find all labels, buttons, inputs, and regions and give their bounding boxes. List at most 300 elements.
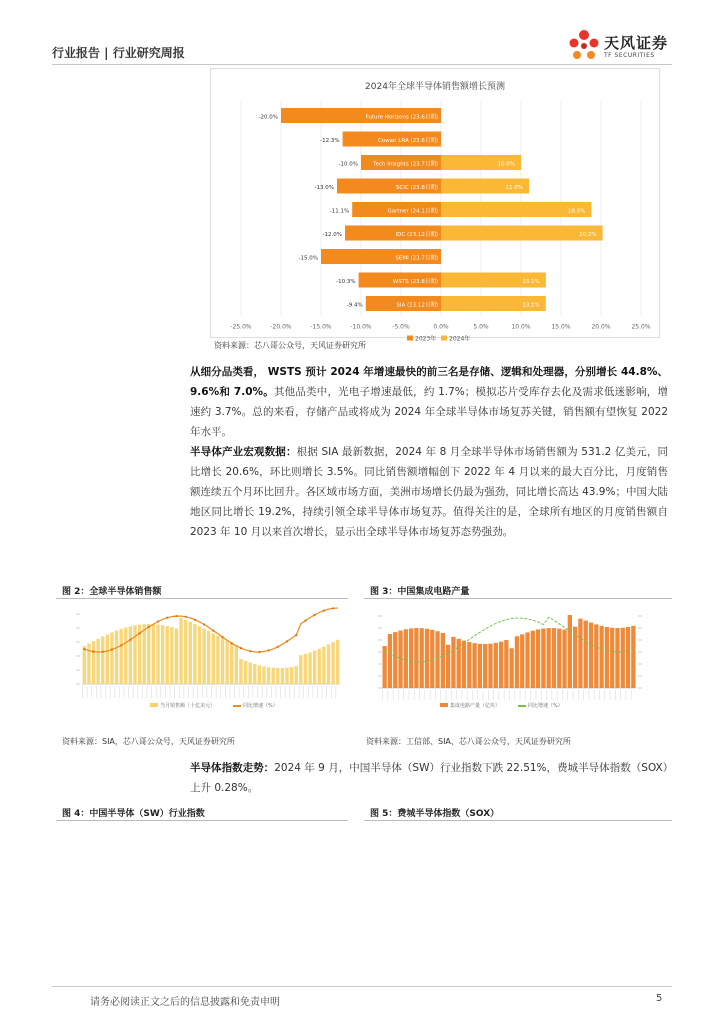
sales-bar [92, 641, 95, 684]
paragraph-bold-lead: 半导体产业宏观数据： [190, 446, 297, 458]
x-tick [202, 686, 203, 698]
x-tick [387, 690, 388, 700]
yoy-point [203, 623, 205, 625]
yoy-point [240, 647, 242, 649]
x-tick [156, 686, 157, 698]
x-tick [128, 686, 129, 698]
x-tick [435, 690, 436, 700]
sales-bar [267, 667, 270, 684]
figure2-source: 资料来源：SIA，芯八哥公众号，天风证券研究所 [62, 737, 235, 746]
sales-bar [142, 624, 145, 684]
yoy-point [295, 634, 297, 636]
sales-bar [322, 647, 325, 684]
x-tick [525, 690, 526, 700]
output-bar [552, 628, 556, 688]
sales-bar [276, 668, 279, 684]
x-tick [170, 686, 171, 698]
sales-bar [235, 645, 238, 684]
x-tick [626, 690, 627, 700]
legend-item-output: 集成电路产量（亿块） [440, 702, 500, 709]
x-tick [142, 686, 143, 698]
x-tick [536, 690, 537, 700]
x-tick [317, 686, 318, 698]
x-tick [151, 686, 152, 698]
x-tick [610, 690, 611, 700]
x-tick [253, 686, 254, 698]
sales-bar [87, 644, 90, 684]
output-bar [562, 630, 566, 688]
output-bar [478, 644, 482, 688]
output-bar [435, 631, 439, 688]
x-tick [552, 690, 553, 700]
bar-category-label: SEMI (23.7日期) [395, 255, 438, 262]
x-tick-label: 15.0% [551, 323, 571, 331]
sales-bar [106, 634, 109, 684]
yoy-point [249, 650, 251, 652]
x-tick [165, 686, 166, 698]
logo-cn-text: 天风证券 [604, 34, 669, 52]
output-bar [536, 629, 540, 688]
sales-bar [96, 639, 99, 684]
value-label-2024: 20.2% [579, 232, 597, 238]
x-tick [419, 690, 420, 700]
x-tick [583, 690, 584, 700]
x-tick [509, 690, 510, 700]
x-tick [96, 686, 97, 698]
sales-bar [221, 638, 224, 684]
x-tick [557, 690, 558, 700]
yoy-point [323, 610, 325, 612]
x-tick [393, 690, 394, 700]
sales-bar [258, 665, 261, 684]
yoy-point [277, 646, 279, 648]
x-tick [147, 686, 148, 698]
sales-bar [290, 667, 293, 684]
yoy-point [175, 615, 177, 617]
sales-bar [184, 620, 187, 684]
output-bar [430, 630, 434, 688]
x-tick [276, 686, 277, 698]
value-label-2023: -13.0% [314, 185, 334, 191]
output-bar [441, 633, 445, 688]
chart-title: 2024年全球半导体销售额增长预测 [365, 82, 505, 92]
x-tick [504, 690, 505, 700]
yoy-point [304, 620, 306, 622]
x-tick [188, 686, 189, 698]
x-tick [440, 690, 441, 700]
sales-bar [193, 624, 196, 684]
sales-bar [244, 661, 247, 684]
yoy-point [258, 651, 260, 653]
yoy-point [314, 614, 316, 616]
figure1-source: 资料来源：芯八哥公众号，天风证券研究所 [214, 341, 366, 350]
x-tick [137, 686, 138, 698]
sales-bar [179, 618, 182, 684]
yoy-point [120, 644, 122, 646]
x-tick [520, 690, 521, 700]
x-tick [620, 690, 621, 700]
bar-category-label: Tech Insights (23.7日期) [373, 161, 438, 168]
figure3-source: 资料来源：工信部、SIA、芯八哥公众号，天风证券研究所 [366, 737, 571, 746]
output-bar [584, 621, 588, 688]
x-tick [322, 686, 323, 698]
sales-bar [129, 626, 132, 684]
x-tick [220, 686, 221, 698]
output-bar [414, 628, 418, 688]
output-bar [631, 626, 635, 688]
x-tick [578, 690, 579, 700]
output-bar [557, 629, 561, 688]
x-tick [216, 686, 217, 698]
sales-bar [281, 668, 284, 684]
x-tick [599, 690, 600, 700]
bar-category-label: SIA (23.12日期) [396, 302, 438, 309]
sales-bar [336, 640, 339, 684]
sales-bar [327, 644, 330, 684]
output-bar [610, 628, 614, 688]
x-tick [472, 690, 473, 700]
sales-bar [152, 624, 155, 684]
x-tick [499, 690, 500, 700]
x-tick [248, 686, 249, 698]
output-bar [446, 645, 450, 688]
sales-bar [202, 628, 205, 684]
sales-bar [318, 649, 321, 684]
paragraph-index-trend [190, 758, 668, 798]
output-bar [472, 643, 476, 688]
output-bar [594, 624, 598, 688]
output-bar [494, 643, 498, 688]
value-label-2024: 13.1% [522, 302, 540, 309]
legend-item-yoy: 同比增速（%） [518, 702, 563, 709]
x-tick [514, 690, 515, 700]
bar-category-label: SCIC (23.8日期) [395, 185, 438, 191]
output-bar [520, 634, 524, 688]
value-label-2023: -9.4% [346, 302, 363, 309]
yoy-point [194, 619, 196, 621]
paragraph-bold-lead: 从细分品类看， WSTS 预计 2024 年增速最快的前三名是存储、逻辑和处理器，分别增长 44.8%、9.6%和 7.0%。 [190, 366, 668, 398]
paragraph-body: 根据 SIA 最新数据，2024 年 8 月全球半导体市场销售额为 531.2 亿美元，同比增长 20.6%，环比则增长 3.5%。同比销售额增幅创下 2022 年 4 月以来的最大百分比，月度销售额连续五个月环比回升。各区域市场方面，美洲市场增长仍最为强劲，同比增长高达 43.9%；中国大陆地区同比增长 19.2%，持续引领全球半导体市场复苏。值得关注的是，全球所有地区的月度销售额自 2023 年 10 月以来首次增长，显示出全球半导体市场复苏态势强劲。 [190, 446, 668, 538]
x-tick [430, 690, 431, 700]
sales-bar [207, 631, 210, 684]
x-tick [303, 686, 304, 698]
output-bar [621, 628, 625, 688]
output-bar [541, 628, 545, 688]
x-tick [179, 686, 180, 698]
sales-bar [170, 627, 173, 684]
output-bar [568, 615, 572, 688]
output-bar [393, 632, 397, 688]
yoy-point [92, 651, 94, 653]
global-semiconductor-sales-chart [62, 604, 350, 712]
x-tick [493, 690, 494, 700]
x-tick [290, 686, 291, 698]
x-tick [266, 686, 267, 698]
output-bar [573, 627, 577, 688]
value-label-2024: 10.0% [497, 161, 515, 168]
value-label-2024: 18.8% [567, 208, 586, 215]
x-tick [114, 686, 115, 698]
x-tick [425, 690, 426, 700]
figure2-legend [150, 702, 278, 709]
yoy-point [102, 651, 104, 653]
x-tick [280, 686, 281, 698]
x-tick [403, 690, 404, 700]
sales-bar [119, 629, 122, 684]
sales-bar [295, 666, 298, 684]
output-bar [510, 648, 514, 688]
yoy-point [212, 630, 214, 632]
x-tick [133, 686, 134, 698]
figure4-caption-rule [56, 820, 348, 821]
paragraph-segment-categories [190, 362, 668, 442]
x-tick [477, 690, 478, 700]
figure2-caption: 图 2：全球半导体销售额 [62, 587, 162, 597]
growth-forecast-svg [211, 69, 659, 343]
output-bar [504, 640, 508, 688]
figure5-caption-rule [364, 820, 672, 821]
output-bar [425, 629, 429, 688]
sales-bar [225, 641, 228, 684]
x-tick [211, 686, 212, 698]
x-tick [414, 690, 415, 700]
paragraph-body: 其他品类中，光电子增速最低，约 1.7%；模拟芯片受库存去化及需求低迷影响，增速约 3.7%。总的来看，存储产品或将成为 2024 年全球半导体市场复苏关键，销售额有望恢复 2022 年水平。 [190, 386, 668, 438]
x-tick [101, 686, 102, 698]
sales-bar [83, 646, 86, 684]
figure3-legend [440, 702, 563, 709]
yoy-point [268, 649, 270, 651]
bar-category-label: Gartner (24.1日期) [387, 208, 438, 215]
x-tick [262, 686, 263, 698]
x-tick [184, 686, 185, 698]
flower-logo-icon [566, 26, 602, 66]
x-tick [174, 686, 175, 698]
yoy-point [148, 626, 150, 628]
output-bar [515, 636, 519, 688]
yoy-point [139, 632, 141, 634]
sales-bar [115, 631, 118, 684]
sales-bar [230, 643, 233, 684]
yoy-point [129, 639, 131, 641]
sales-bar [299, 655, 302, 684]
x-tick [631, 690, 632, 700]
sales-bar [133, 625, 136, 684]
x-tick [567, 690, 568, 700]
sales-bar [166, 626, 169, 684]
x-tick-label: -5.0% [392, 323, 410, 331]
sales-bar [110, 632, 113, 684]
figure5-caption: 图 5：费城半导体指数（SOX） [370, 809, 500, 819]
x-tick [161, 686, 162, 698]
output-bar [383, 646, 387, 688]
footer-disclaimer: 请务必阅读正文之后的信息披露和免责申明 [90, 997, 280, 1008]
sales-bar [198, 626, 201, 684]
x-tick [562, 690, 563, 700]
x-tick [234, 686, 235, 698]
footer-divider [52, 986, 672, 987]
x-tick [91, 686, 92, 698]
x-tick [331, 686, 332, 698]
x-tick-label: -15.0% [310, 323, 332, 331]
sales-bar [248, 663, 251, 684]
x-tick [541, 690, 542, 700]
paragraph-bold-lead: 半导体指数走势： [190, 762, 275, 774]
x-tick [119, 686, 120, 698]
x-tick [456, 690, 457, 700]
yoy-point [286, 640, 288, 642]
x-tick-label: 20.0% [591, 323, 611, 331]
value-label-2023: -10.3% [336, 279, 356, 285]
output-bar [525, 632, 529, 688]
legend-label-2024: 2024年 [449, 335, 471, 343]
sales-bar [239, 659, 242, 684]
x-tick [243, 686, 244, 698]
x-tick [239, 686, 240, 698]
x-tick [594, 690, 595, 700]
figure4-caption: 图 4：中国半导体（SW）行业指数 [62, 809, 205, 819]
growth-forecast-chart [210, 68, 660, 343]
x-tick [398, 690, 399, 700]
output-bar [462, 641, 466, 688]
tf-securities-logo [566, 26, 676, 66]
sales-bar [262, 666, 265, 684]
yoy-point [166, 617, 168, 619]
china-ic-svg [366, 604, 658, 712]
sales-bar [147, 624, 150, 684]
x-tick [207, 686, 208, 698]
value-label-2023: -11.1% [329, 208, 350, 215]
x-tick [308, 686, 309, 698]
x-tick [225, 686, 226, 698]
x-tick [257, 686, 258, 698]
x-tick [193, 686, 194, 698]
output-bar [420, 628, 424, 688]
sales-bar [156, 624, 159, 684]
legend-swatch-2023 [407, 336, 413, 341]
figure3-caption: 图 3：中国集成电路产量 [370, 587, 470, 597]
report-header-title: 行业报告 | 行业研究周报 [52, 46, 185, 60]
page-number: 5 [656, 993, 663, 1004]
x-tick [483, 690, 484, 700]
x-tick [271, 686, 272, 698]
output-bar [404, 629, 408, 688]
x-tick [446, 690, 447, 700]
x-tick-label: 0.0% [433, 323, 449, 331]
x-tick-label: -20.0% [270, 323, 292, 331]
bar-category-label: IDC (23.12日期) [395, 232, 438, 238]
output-bar [605, 627, 609, 688]
bar-category-label: Future Horizons (23.6日期) [365, 114, 438, 121]
sales-bar [189, 622, 192, 684]
legend-swatch-2024 [441, 336, 447, 341]
x-tick [230, 686, 231, 698]
output-bar [451, 637, 455, 688]
sales-bar [313, 651, 316, 684]
x-tick-label: 5.0% [473, 323, 489, 331]
value-label-2023: -12.3% [320, 138, 340, 144]
x-tick [409, 690, 410, 700]
sales-bar [331, 642, 334, 684]
x-tick [87, 686, 88, 698]
sales-bar [101, 637, 104, 684]
output-bar [499, 642, 503, 688]
x-tick [326, 686, 327, 698]
legend-item-yoy: 同比增速（%） [233, 702, 278, 709]
yoy-point [111, 649, 113, 651]
output-bar [547, 628, 551, 688]
output-bar [589, 623, 593, 688]
x-tick [451, 690, 452, 700]
output-bar [488, 644, 492, 688]
x-tick [294, 686, 295, 698]
x-tick-label: 25.0% [631, 323, 651, 331]
x-tick [197, 686, 198, 698]
value-label-2023: -20.0% [258, 114, 278, 121]
figure3-caption-rule [364, 598, 672, 599]
x-tick [573, 690, 574, 700]
sales-bar [175, 629, 178, 684]
global-sales-svg [62, 604, 350, 712]
china-ic-output-chart [366, 604, 658, 712]
yoy-point [157, 620, 159, 622]
x-tick [615, 690, 616, 700]
output-bar [578, 619, 582, 688]
value-label-2023: -15.0% [298, 255, 318, 262]
sales-bar [124, 627, 127, 684]
sales-bar [304, 654, 307, 684]
yoy-point [231, 642, 233, 644]
yoy-point [221, 636, 223, 638]
x-tick [467, 690, 468, 700]
x-tick [299, 686, 300, 698]
x-tick [105, 686, 106, 698]
x-tick [604, 690, 605, 700]
bar-category-label: Cowan LRA (23.6日期) [377, 138, 438, 144]
sales-bar [212, 633, 215, 684]
x-tick-label: -10.0% [350, 323, 372, 331]
sales-bar [161, 625, 164, 684]
x-tick [488, 690, 489, 700]
x-tick [530, 690, 531, 700]
logo-en-text: TF SECURITIES [604, 52, 655, 59]
x-tick [124, 686, 125, 698]
yoy-point [332, 607, 334, 609]
x-tick [546, 690, 547, 700]
x-tick [285, 686, 286, 698]
x-tick-label: 10.0% [511, 323, 531, 331]
sales-bar [285, 668, 288, 684]
x-tick-label: -25.0% [230, 323, 252, 331]
output-bar [531, 631, 535, 688]
value-label-2023: -12.0% [322, 232, 342, 238]
sales-bar [308, 652, 311, 684]
figure2-caption-rule [56, 598, 348, 599]
sales-bar [216, 636, 219, 684]
output-bar [626, 627, 630, 688]
x-tick [313, 686, 314, 698]
value-label-2023: -10.0% [338, 161, 358, 168]
output-bar [467, 642, 471, 688]
yoy-point [185, 616, 187, 618]
legend-label-2023: 2023年 [415, 335, 437, 343]
x-tick [336, 686, 337, 698]
x-tick [82, 686, 83, 698]
legend-item-sales: 当月销售额（十亿美元） [150, 702, 215, 709]
output-bar [409, 628, 413, 688]
yoy-point [83, 648, 85, 650]
x-tick [382, 690, 383, 700]
sales-bar [253, 664, 256, 684]
